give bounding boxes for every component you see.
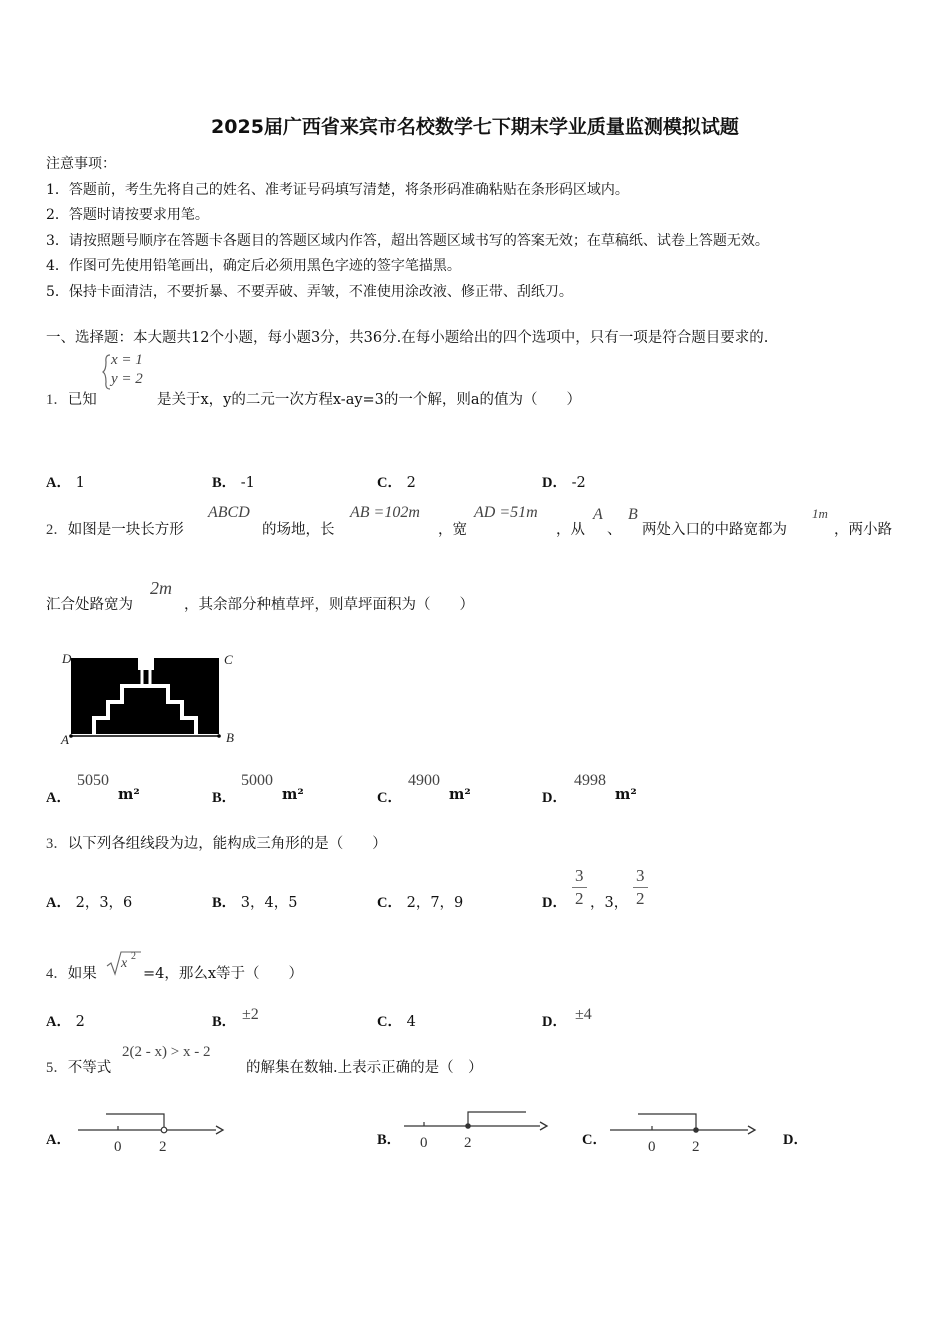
lawn-diagram — [58, 648, 248, 748]
q2-math-1m: 1m — [812, 506, 828, 521]
q2-option-b[interactable]: B． — [212, 790, 237, 806]
q2-text-3: ，宽 — [438, 522, 467, 538]
q4-option-d[interactable]: D． — [542, 1014, 567, 1030]
q1-text: 是关于x，y的二元一次方程x-ay=3的一个解，则a的值为（ ） — [157, 392, 582, 408]
q2-line1-a: 2．如图是一块长方形 — [46, 522, 184, 538]
question-5: 5．不等式 — [46, 1060, 112, 1076]
q2-option-b-unit: m² — [282, 786, 304, 803]
q2-option-d-unit: m² — [615, 786, 637, 803]
q1-equation-system — [102, 352, 158, 392]
q3-option-b[interactable]: B． 3，4，5 — [212, 895, 298, 911]
q2-text-7: ，两小路 — [834, 522, 892, 538]
notes-block — [46, 152, 769, 305]
q2-option-a-value: 5050 — [77, 772, 109, 789]
q4-option-c[interactable]: C． 4 — [377, 1014, 416, 1030]
notes-item: 4．作图可先使用铅笔画出，确定后必须用黑色字迹的签字笔描黑。 — [46, 258, 461, 274]
q2-math-ad: AD =51m — [474, 504, 538, 521]
q2-figure — [58, 648, 248, 748]
q2-line2-a: 汇合处路宽为 — [46, 597, 133, 613]
q5-option-d[interactable]: D． — [783, 1132, 808, 1148]
q1-option-c[interactable]: C． 2 — [377, 475, 416, 491]
tick-0: 0 — [420, 1135, 428, 1150]
notes-heading: 注意事项： — [46, 156, 116, 172]
tick-2: 2 — [159, 1139, 167, 1154]
top-path-gap — [138, 658, 154, 670]
question-number: 2． — [46, 522, 68, 538]
q1-eq-1: x = 1 — [111, 352, 143, 368]
q1-option-d[interactable]: D． -2 — [542, 475, 586, 491]
q2-option-a-unit: m² — [118, 786, 140, 803]
notes-item: 5．保持卡面清洁，不要折暴、不要弄破、弄皱，不准使用涂改液、修正带、刮纸刀。 — [46, 283, 573, 300]
q2-line2-b: ，其余部分种植草坪，则草坪面积为（ ） — [184, 597, 474, 613]
tick-0: 0 — [648, 1139, 656, 1154]
label-d: D — [62, 651, 72, 666]
q3-option-a[interactable]: A． 2，3，6 — [46, 895, 133, 911]
question-number: 3． — [46, 836, 68, 852]
q5-text: 的解集在数轴.上表示正确的是（ ） — [246, 1060, 483, 1076]
label-a: A — [61, 732, 69, 747]
q2-option-d-value: 4998 — [574, 772, 606, 789]
q2-math-ab: AB =102m — [350, 504, 420, 521]
q2-text-5: 、 — [607, 522, 622, 538]
q5-option-a[interactable]: A． — [46, 1132, 71, 1148]
q3-d-fraction-2: $\frac{3}{2}$ — [633, 865, 648, 910]
q1-option-b[interactable]: B． -1 — [212, 475, 255, 491]
q2-option-d[interactable]: D． — [542, 790, 567, 806]
q1-pre: 已知 — [67, 392, 97, 408]
q4-text: =4，那么x等于（ ） — [143, 966, 304, 982]
page-title: 2025届广西省来宾市名校数学七下期末学业质量监测模拟试题 — [211, 116, 739, 138]
label-b: B — [226, 730, 234, 745]
q4-radical — [106, 950, 142, 978]
question-number: 5． — [46, 1060, 68, 1076]
q5-option-c[interactable]: C． — [582, 1132, 607, 1148]
q2-option-b-value: 5000 — [241, 772, 273, 789]
q3-option-c[interactable]: C． 2，7，9 — [377, 895, 464, 911]
notes-item: 1．答题前，考生先将自己的姓名、准考证号码填写清楚，将条形码准确粘贴在条形码区域内。 — [46, 181, 629, 198]
question-number: 4． — [46, 966, 68, 982]
q5-option-c-number-line — [608, 1108, 758, 1154]
q4-option-b-value: ±2 — [242, 1006, 259, 1023]
q5-inequality: 2(2 - x) > x - 2 — [122, 1044, 211, 1060]
q5-option-b-number-line — [402, 1104, 552, 1150]
q3-d-fraction-1: $\frac{3}{2}$ — [572, 865, 587, 910]
q2-option-c[interactable]: C． — [377, 790, 402, 806]
question-4: 4．如果 — [46, 966, 97, 982]
notes-item: 2．答题时请按要求用笔。 — [46, 207, 209, 223]
q5-option-a-number-line — [76, 1108, 226, 1154]
q2-option-a[interactable]: A． — [46, 790, 71, 806]
question-number: 1． — [46, 392, 68, 408]
question-3: 3．以下列各组线段为边，能构成三角形的是（ ） — [46, 836, 387, 852]
q2-math-2m: 2m — [150, 578, 172, 598]
label-c: C — [224, 652, 233, 667]
q3-d-middle: ，3， — [590, 895, 629, 911]
q4-option-b[interactable]: B． — [212, 1014, 237, 1030]
q2-math-abcd: ABCD — [208, 504, 250, 521]
q2-option-c-unit: m² — [449, 786, 471, 803]
q2-text-6: 两处入口的中路宽都为 — [642, 522, 787, 538]
q2-math-a: A — [593, 506, 603, 523]
q2-text-4: ，从 — [556, 522, 585, 538]
q1-option-a[interactable]: A． 1 — [46, 475, 85, 491]
q5-option-b[interactable]: B． — [377, 1132, 402, 1148]
question-1 — [46, 388, 97, 409]
q4-radicand: x — [121, 956, 128, 971]
q2-text-2: 的场地，长 — [262, 522, 335, 538]
q1-eq-2: y = 2 — [111, 371, 143, 387]
q4-option-a[interactable]: A． 2 — [46, 1014, 85, 1030]
tick-2: 2 — [464, 1135, 472, 1150]
q2-math-b: B — [628, 506, 638, 523]
q2-option-c-value: 4900 — [408, 772, 440, 789]
tick-2: 2 — [692, 1139, 700, 1154]
q4-option-d-value: ±4 — [575, 1006, 592, 1023]
q3-option-d[interactable]: D． — [542, 895, 567, 911]
q4-exponent: 2 — [131, 951, 136, 962]
notes-item: 3．请按照题号顺序在答题卡各题目的答题区域内作答，超出答题区域书写的答案无效；在草稿纸、试卷上答题无效。 — [46, 232, 769, 249]
section-heading: 一、选择题：本大题共12个小题，每小题3分，共36分.在每小题给出的四个选项中，只有一项是符合题目要求的. — [46, 330, 769, 346]
tick-0: 0 — [114, 1139, 122, 1154]
